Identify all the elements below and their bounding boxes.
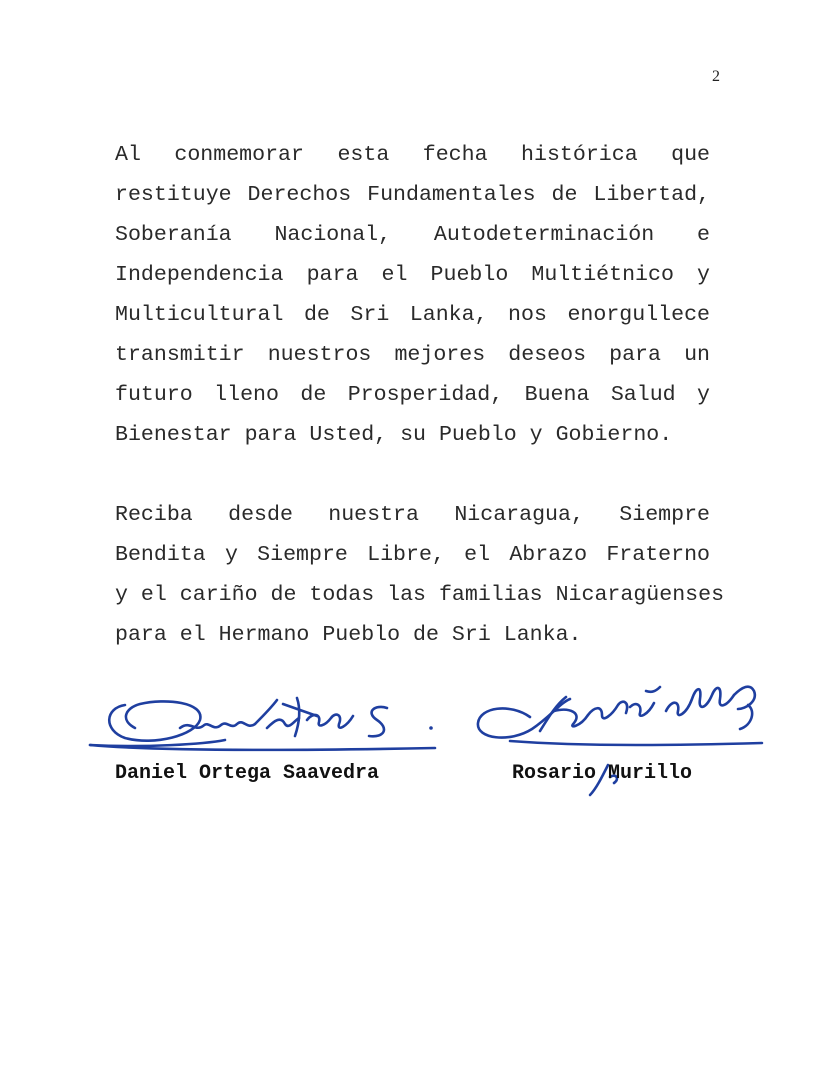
page-number: 2	[712, 68, 720, 85]
paragraph-line: futuro lleno de Prosperidad, Buena Salud y	[115, 383, 710, 407]
paragraph-line: Al conmemorar esta fecha histórica que	[115, 143, 710, 167]
paragraph-line: Independencia para el Pueblo Multiétnico y	[115, 263, 710, 287]
paragraph-line: Bendita y Siempre Libre, el Abrazo Fraterno	[115, 543, 710, 567]
letter-paragraph-2	[115, 495, 725, 655]
paragraph-line: restituye Derechos Fundamentales de Libertad,	[115, 183, 710, 207]
paragraph-line: Multicultural de Sri Lanka, nos enorgullece	[115, 303, 710, 327]
paragraph-line: Soberanía Nacional, Autodeterminación e	[115, 223, 710, 247]
paragraph-line: y el cariño de todas las familias Nicaragüenses	[115, 583, 725, 607]
signer-name-right: Rosario Murillo	[512, 762, 693, 785]
paragraph-line: Bienestar para Usted, su Pueblo y Gobierno.	[115, 423, 673, 447]
paragraph-line: transmitir nuestros mejores deseos para un	[115, 343, 710, 367]
paragraph-line: para el Hermano Pueblo de Sri Lanka.	[115, 623, 582, 647]
letter-paragraph-1	[115, 135, 710, 455]
signer-name-left: Daniel Ortega Saavedra	[115, 762, 380, 785]
paragraph-line: Reciba desde nuestra Nicaragua, Siempre	[115, 503, 710, 527]
